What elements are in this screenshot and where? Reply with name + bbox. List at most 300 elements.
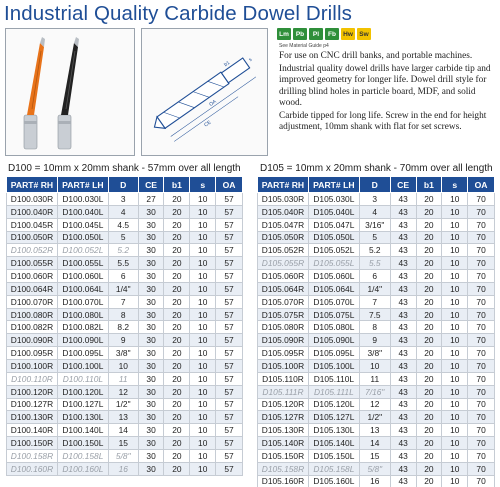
table-row: [258, 244, 495, 257]
material-badge: Sw: [357, 28, 371, 40]
cell-s: 10: [190, 205, 216, 218]
page-title: Industrial Quality Carbide Dowel Drills: [4, 2, 352, 25]
cell-part-rh: D100.064R: [7, 282, 58, 295]
cell-b1: 20: [416, 244, 442, 257]
cell-s: 10: [190, 372, 216, 385]
table-row: [7, 257, 243, 270]
cell-s: 10: [442, 359, 468, 372]
cell-b1: 20: [416, 282, 442, 295]
diagram-label-oa: OA: [208, 98, 218, 108]
cell-diameter: 5.5: [108, 257, 138, 270]
cell-part-lh: D100.127L: [57, 398, 108, 411]
cell-oa: 70: [468, 244, 495, 257]
cell-oa: 70: [468, 231, 495, 244]
cell-oa: 70: [468, 308, 495, 321]
cell-part-lh: D100.070L: [57, 295, 108, 308]
cell-s: 10: [442, 449, 468, 462]
cell-part-rh: D100.052R: [7, 244, 58, 257]
black-drill-image: [58, 37, 79, 149]
cell-b1: 20: [164, 347, 190, 360]
cell-b1: 20: [164, 411, 190, 424]
column-header-diameter: D: [359, 177, 390, 193]
cell-ce: 43: [390, 193, 416, 206]
cell-ce: 43: [390, 462, 416, 475]
cell-diameter: 15: [359, 449, 390, 462]
cell-part-rh: D100.160R: [7, 462, 58, 475]
cell-ce: 30: [138, 462, 164, 475]
cell-ce: 30: [138, 321, 164, 334]
cell-diameter: 3: [359, 193, 390, 206]
cell-b1: 20: [416, 295, 442, 308]
cell-part-rh: D100.127R: [7, 398, 58, 411]
cell-oa: 70: [468, 205, 495, 218]
cell-s: 10: [442, 282, 468, 295]
cell-part-lh: D100.120L: [57, 385, 108, 398]
cell-ce: 30: [138, 308, 164, 321]
description-paragraph: Carbide tipped for long life. Screw in the end for height adjustment, 10mm shank with flat for set screws.: [279, 111, 487, 133]
cell-diameter: 12: [108, 385, 138, 398]
table-row: [7, 411, 243, 424]
cell-b1: 20: [164, 437, 190, 450]
cell-oa: 57: [216, 270, 243, 283]
cell-diameter: 5/8": [359, 462, 390, 475]
cell-part-lh: D105.055L: [308, 257, 359, 270]
cell-b1: 20: [164, 372, 190, 385]
cell-part-rh: D105.095R: [258, 347, 309, 360]
cell-oa: 57: [216, 385, 243, 398]
cell-ce: 30: [138, 398, 164, 411]
table-row: [7, 372, 243, 385]
cell-part-rh: D105.052R: [258, 244, 309, 257]
cell-ce: 30: [138, 372, 164, 385]
cell-part-rh: D100.100R: [7, 359, 58, 372]
cell-b1: 20: [164, 257, 190, 270]
cell-s: 10: [442, 205, 468, 218]
cell-s: 10: [190, 218, 216, 231]
cell-part-rh: D105.160R: [258, 475, 309, 487]
column-header-ce: CE: [138, 177, 164, 193]
cell-part-rh: D105.050R: [258, 231, 309, 244]
cell-diameter: 5.2: [359, 244, 390, 257]
cell-part-lh: D105.050L: [308, 231, 359, 244]
cell-diameter: 13: [359, 424, 390, 437]
cell-diameter: 7/16": [359, 385, 390, 398]
cell-ce: 43: [390, 308, 416, 321]
cell-part-rh: D105.100R: [258, 359, 309, 372]
cell-part-lh: D100.055L: [57, 257, 108, 270]
cell-diameter: 10: [359, 359, 390, 372]
cell-oa: 70: [468, 398, 495, 411]
cell-ce: 43: [390, 424, 416, 437]
cell-part-rh: D100.080R: [7, 308, 58, 321]
cell-ce: 30: [138, 359, 164, 372]
cell-ce: 30: [138, 385, 164, 398]
column-header-part-rh: PART# RH: [7, 177, 58, 193]
cell-part-lh: D105.127L: [308, 411, 359, 424]
cell-ce: 43: [390, 385, 416, 398]
cell-ce: 30: [138, 282, 164, 295]
cell-b1: 20: [416, 424, 442, 437]
cell-part-lh: D105.080L: [308, 321, 359, 334]
cell-b1: 20: [416, 218, 442, 231]
cell-s: 10: [442, 295, 468, 308]
cell-s: 10: [190, 411, 216, 424]
cell-part-rh: D105.090R: [258, 334, 309, 347]
cell-diameter: 1/4": [359, 282, 390, 295]
cell-part-lh: D100.040L: [57, 205, 108, 218]
cell-oa: 70: [468, 359, 495, 372]
table-row: [258, 295, 495, 308]
cell-diameter: 14: [359, 437, 390, 450]
table-row: [258, 347, 495, 360]
cell-oa: 70: [468, 424, 495, 437]
column-header-ce: CE: [390, 177, 416, 193]
cell-ce: 43: [390, 205, 416, 218]
cell-oa: 70: [468, 449, 495, 462]
cell-diameter: 8.2: [108, 321, 138, 334]
cell-part-rh: D105.064R: [258, 282, 309, 295]
cell-b1: 20: [416, 347, 442, 360]
cell-diameter: 7: [359, 295, 390, 308]
table-row: [7, 385, 243, 398]
cell-part-rh: D105.150R: [258, 449, 309, 462]
cell-b1: 20: [164, 334, 190, 347]
cell-ce: 30: [138, 411, 164, 424]
cell-part-rh: D105.055R: [258, 257, 309, 270]
cell-diameter: 15: [108, 437, 138, 450]
cell-part-rh: D100.070R: [7, 295, 58, 308]
cell-oa: 57: [216, 321, 243, 334]
cell-part-lh: D100.030L: [57, 193, 108, 206]
cell-part-lh: D100.160L: [57, 462, 108, 475]
cell-oa: 57: [216, 398, 243, 411]
cell-ce: 43: [390, 359, 416, 372]
cell-diameter: 1/2": [359, 411, 390, 424]
cell-part-lh: D100.140L: [57, 424, 108, 437]
cell-part-lh: D105.047L: [308, 218, 359, 231]
cell-b1: 20: [164, 193, 190, 206]
cell-part-lh: D100.060L: [57, 270, 108, 283]
cell-ce: 43: [390, 231, 416, 244]
cell-s: 10: [442, 270, 468, 283]
cell-part-rh: D100.150R: [7, 437, 58, 450]
cell-part-lh: D100.050L: [57, 231, 108, 244]
cell-oa: 70: [468, 385, 495, 398]
column-header-b1: b1: [164, 177, 190, 193]
cell-oa: 70: [468, 295, 495, 308]
cell-diameter: 6: [359, 270, 390, 283]
cell-oa: 70: [468, 411, 495, 424]
cell-oa: 70: [468, 347, 495, 360]
cell-diameter: 11: [108, 372, 138, 385]
cell-diameter: 7: [108, 295, 138, 308]
cell-ce: 43: [390, 218, 416, 231]
cell-s: 10: [190, 244, 216, 257]
drill-diagram: [141, 28, 268, 156]
cell-s: 10: [442, 411, 468, 424]
cell-part-rh: D105.140R: [258, 437, 309, 450]
cell-diameter: 8: [359, 321, 390, 334]
cell-diameter: 16: [359, 475, 390, 487]
cell-oa: 57: [216, 424, 243, 437]
cell-oa: 70: [468, 437, 495, 450]
cell-part-rh: D105.060R: [258, 270, 309, 283]
cell-oa: 70: [468, 270, 495, 283]
description-paragraph: For use on CNC drill banks, and portable machines.: [279, 51, 473, 61]
description-paragraph: Industrial quality dowel drills have larger carbide tip and improved geometry for longer life. Dowel drill style for drilling blind holes in particle board, MDF, and solid wood.: [279, 64, 491, 108]
table-row: [258, 282, 495, 295]
table-row: [258, 372, 495, 385]
cell-diameter: 5: [359, 231, 390, 244]
cell-part-lh: D105.040L: [308, 205, 359, 218]
cell-b1: 20: [416, 321, 442, 334]
column-header-b1: b1: [416, 177, 442, 193]
cell-s: 10: [442, 257, 468, 270]
cell-ce: 30: [138, 295, 164, 308]
material-badge: Lm: [277, 28, 291, 40]
cell-ce: 43: [390, 257, 416, 270]
cell-b1: 20: [164, 270, 190, 283]
column-header-oa: OA: [468, 177, 495, 193]
table-row: [258, 218, 495, 231]
cell-part-lh: D105.110L: [308, 372, 359, 385]
cell-s: 10: [442, 244, 468, 257]
cell-b1: 20: [164, 244, 190, 257]
cell-b1: 20: [416, 385, 442, 398]
drill-photo: [5, 28, 135, 156]
material-badge: Pl: [309, 28, 323, 40]
table-row: [7, 437, 243, 450]
table-row: [258, 411, 495, 424]
table-row: [7, 308, 243, 321]
cell-diameter: 3: [108, 193, 138, 206]
cell-s: 10: [190, 462, 216, 475]
cell-b1: 20: [164, 462, 190, 475]
table-row: [7, 321, 243, 334]
column-header-part-lh: PART# LH: [308, 177, 359, 193]
cell-diameter: 1/2": [108, 398, 138, 411]
cell-b1: 20: [164, 449, 190, 462]
cell-diameter: 3/8": [108, 347, 138, 360]
cell-ce: 43: [390, 282, 416, 295]
column-header-part-rh: PART# RH: [258, 177, 309, 193]
cell-b1: 20: [164, 385, 190, 398]
cell-diameter: 5: [108, 231, 138, 244]
table-row: [7, 359, 243, 372]
cell-s: 10: [442, 218, 468, 231]
cell-b1: 20: [416, 398, 442, 411]
cell-part-rh: D100.140R: [7, 424, 58, 437]
cell-oa: 57: [216, 205, 243, 218]
cell-diameter: 12: [359, 398, 390, 411]
cell-b1: 20: [416, 372, 442, 385]
cell-diameter: 13: [108, 411, 138, 424]
table-row: [7, 449, 243, 462]
cell-part-rh: D100.082R: [7, 321, 58, 334]
cell-part-rh: D100.045R: [7, 218, 58, 231]
cell-oa: 57: [216, 231, 243, 244]
cell-b1: 20: [416, 205, 442, 218]
table-row: [258, 321, 495, 334]
cell-ce: 43: [390, 475, 416, 487]
cell-ce: 43: [390, 244, 416, 257]
cell-s: 10: [442, 437, 468, 450]
cell-s: 10: [442, 193, 468, 206]
cell-part-lh: D100.150L: [57, 437, 108, 450]
cell-oa: 57: [216, 372, 243, 385]
cell-part-rh: D100.095R: [7, 347, 58, 360]
cell-ce: 30: [138, 257, 164, 270]
cell-s: 10: [442, 398, 468, 411]
product-description: [279, 51, 495, 135]
cell-ce: 43: [390, 398, 416, 411]
column-header-s: s: [190, 177, 216, 193]
cell-oa: 70: [468, 218, 495, 231]
cell-s: 10: [190, 334, 216, 347]
cell-b1: 20: [416, 449, 442, 462]
cell-diameter: 14: [108, 424, 138, 437]
cell-part-lh: D100.082L: [57, 321, 108, 334]
table-row: [7, 295, 243, 308]
cell-diameter: 16: [108, 462, 138, 475]
cell-s: 10: [442, 462, 468, 475]
cell-ce: 27: [138, 193, 164, 206]
cell-diameter: 9: [108, 334, 138, 347]
cell-b1: 20: [416, 334, 442, 347]
cell-part-rh: D105.080R: [258, 321, 309, 334]
cell-oa: 70: [468, 462, 495, 475]
cell-b1: 20: [416, 257, 442, 270]
table-row: [258, 205, 495, 218]
table-row: [258, 308, 495, 321]
cell-oa: 57: [216, 218, 243, 231]
cell-diameter: 6: [108, 270, 138, 283]
cell-part-rh: D100.055R: [7, 257, 58, 270]
cell-part-lh: D105.150L: [308, 449, 359, 462]
cell-s: 10: [190, 282, 216, 295]
cell-diameter: 7.5: [359, 308, 390, 321]
cell-part-rh: D105.040R: [258, 205, 309, 218]
cell-part-lh: D105.158L: [308, 462, 359, 475]
table-row: [258, 231, 495, 244]
cell-s: 10: [442, 372, 468, 385]
cell-ce: 43: [390, 334, 416, 347]
cell-b1: 20: [416, 359, 442, 372]
cell-s: 10: [442, 475, 468, 487]
cell-b1: 20: [416, 411, 442, 424]
cell-s: 10: [442, 424, 468, 437]
table-row: [258, 475, 495, 487]
material-badge: Hw: [341, 28, 355, 40]
cell-s: 10: [442, 231, 468, 244]
cell-part-lh: D105.052L: [308, 244, 359, 257]
table-row: [258, 385, 495, 398]
cell-part-lh: D105.090L: [308, 334, 359, 347]
cell-s: 10: [190, 359, 216, 372]
diagram-label-b1: b1: [223, 59, 232, 69]
cell-part-lh: D100.045L: [57, 218, 108, 231]
cell-part-rh: D100.120R: [7, 385, 58, 398]
cell-b1: 20: [164, 218, 190, 231]
cell-part-lh: D105.140L: [308, 437, 359, 450]
cell-ce: 30: [138, 437, 164, 450]
cell-ce: 30: [138, 244, 164, 257]
cell-part-lh: D105.120L: [308, 398, 359, 411]
table-row: [258, 270, 495, 283]
cell-b1: 20: [164, 321, 190, 334]
cell-s: 10: [190, 308, 216, 321]
table-row: [258, 437, 495, 450]
cell-part-lh: D105.030L: [308, 193, 359, 206]
material-badge: Fb: [325, 28, 339, 40]
table-row: [7, 282, 243, 295]
cell-part-rh: D105.075R: [258, 308, 309, 321]
diagram-label-s: s: [247, 56, 254, 64]
cell-part-lh: D105.095L: [308, 347, 359, 360]
table-row: [258, 334, 495, 347]
cell-diameter: 11: [359, 372, 390, 385]
cell-part-rh: D100.130R: [7, 411, 58, 424]
material-badge: Pb: [293, 28, 307, 40]
column-header-diameter: D: [108, 177, 138, 193]
cell-oa: 57: [216, 308, 243, 321]
table-row: [258, 359, 495, 372]
cell-diameter: 5/8": [108, 449, 138, 462]
cell-part-lh: D105.160L: [308, 475, 359, 487]
cell-s: 10: [190, 231, 216, 244]
cell-s: 10: [442, 334, 468, 347]
cell-s: 10: [442, 385, 468, 398]
cell-part-rh: D105.070R: [258, 295, 309, 308]
cell-s: 10: [190, 257, 216, 270]
cell-diameter: 9: [359, 334, 390, 347]
cell-diameter: 8: [108, 308, 138, 321]
table-row: [7, 334, 243, 347]
table-row: [7, 347, 243, 360]
cell-oa: 70: [468, 193, 495, 206]
cell-ce: 43: [390, 295, 416, 308]
cell-part-rh: D100.158R: [7, 449, 58, 462]
cell-part-lh: D100.090L: [57, 334, 108, 347]
table-row: [7, 205, 243, 218]
cell-b1: 20: [164, 359, 190, 372]
cell-s: 10: [190, 270, 216, 283]
table-row: [7, 462, 243, 475]
table-row: [7, 270, 243, 283]
cell-oa: 57: [216, 193, 243, 206]
cell-part-lh: D105.070L: [308, 295, 359, 308]
table-row: [258, 257, 495, 270]
cell-ce: 30: [138, 231, 164, 244]
cell-oa: 70: [468, 334, 495, 347]
column-header-oa: OA: [216, 177, 243, 193]
cell-b1: 20: [416, 437, 442, 450]
cell-part-lh: D100.110L: [57, 372, 108, 385]
cell-ce: 43: [390, 437, 416, 450]
cell-oa: 57: [216, 334, 243, 347]
cell-ce: 30: [138, 205, 164, 218]
spec-table-d100: [6, 176, 243, 476]
cell-oa: 70: [468, 321, 495, 334]
column-header-part-lh: PART# LH: [57, 177, 108, 193]
cell-b1: 20: [164, 424, 190, 437]
table-row: [258, 424, 495, 437]
cell-s: 10: [190, 193, 216, 206]
table-right-caption: D105 = 10mm x 20mm shank - 70mm over all length: [260, 163, 493, 174]
cell-b1: 20: [416, 462, 442, 475]
cell-oa: 70: [468, 257, 495, 270]
cell-oa: 57: [216, 282, 243, 295]
